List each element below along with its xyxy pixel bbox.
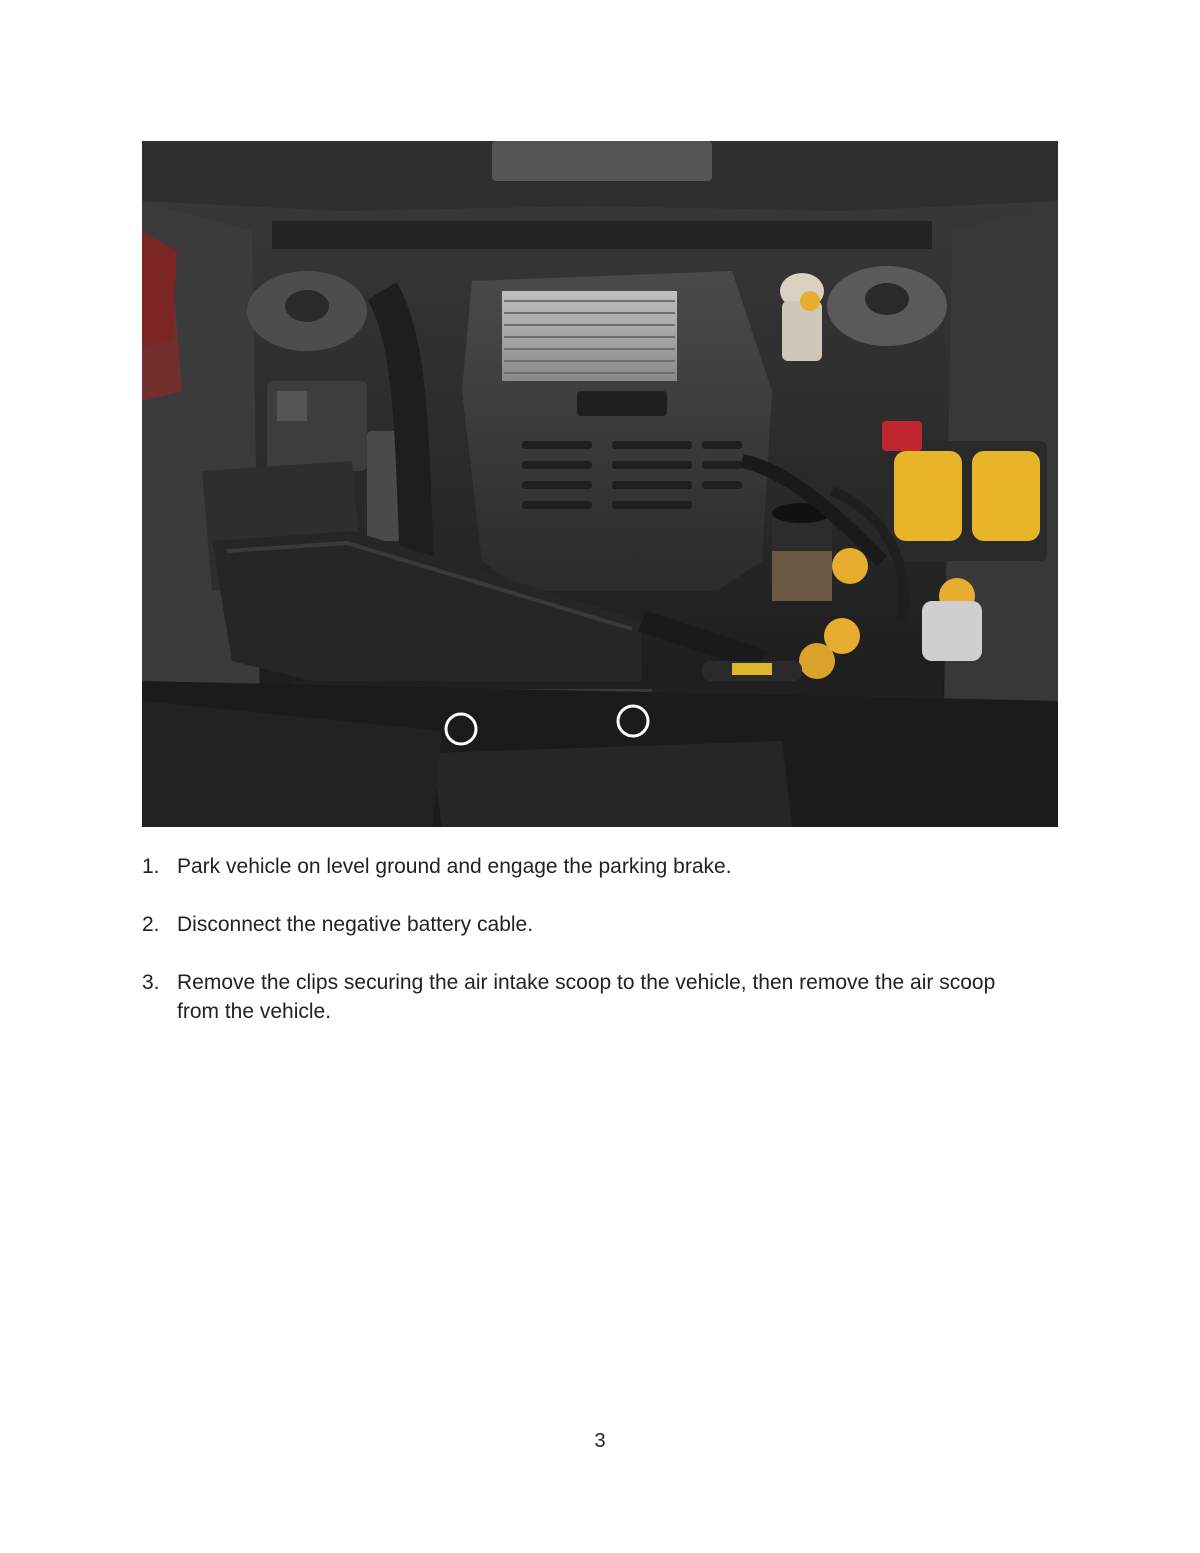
step-number: 1. — [142, 855, 160, 878]
step-number: 3. — [142, 971, 160, 994]
step-3 — [142, 968, 1042, 1026]
battery-terminal-cover — [882, 421, 922, 451]
step-number: 2. — [142, 913, 160, 936]
page-number: 3 — [594, 1430, 606, 1452]
instruction-steps — [142, 852, 1042, 1055]
step-text: Disconnect the negative battery cable. — [177, 913, 534, 936]
step-text: Remove the clips securing the air intake scoop to the vehicle, then remove the air scoop from the vehicle. — [177, 971, 996, 1023]
step-text: Park vehicle on level ground and engage the parking brake. — [177, 855, 732, 878]
step-1 — [142, 852, 1042, 881]
step-2 — [142, 910, 1042, 939]
coolant-cap — [832, 548, 868, 584]
engine-bay-photo — [142, 141, 1058, 827]
hood-scoop-underside — [492, 141, 712, 181]
engine-bay-illustration — [142, 141, 1058, 827]
cowl-panel — [272, 221, 932, 249]
